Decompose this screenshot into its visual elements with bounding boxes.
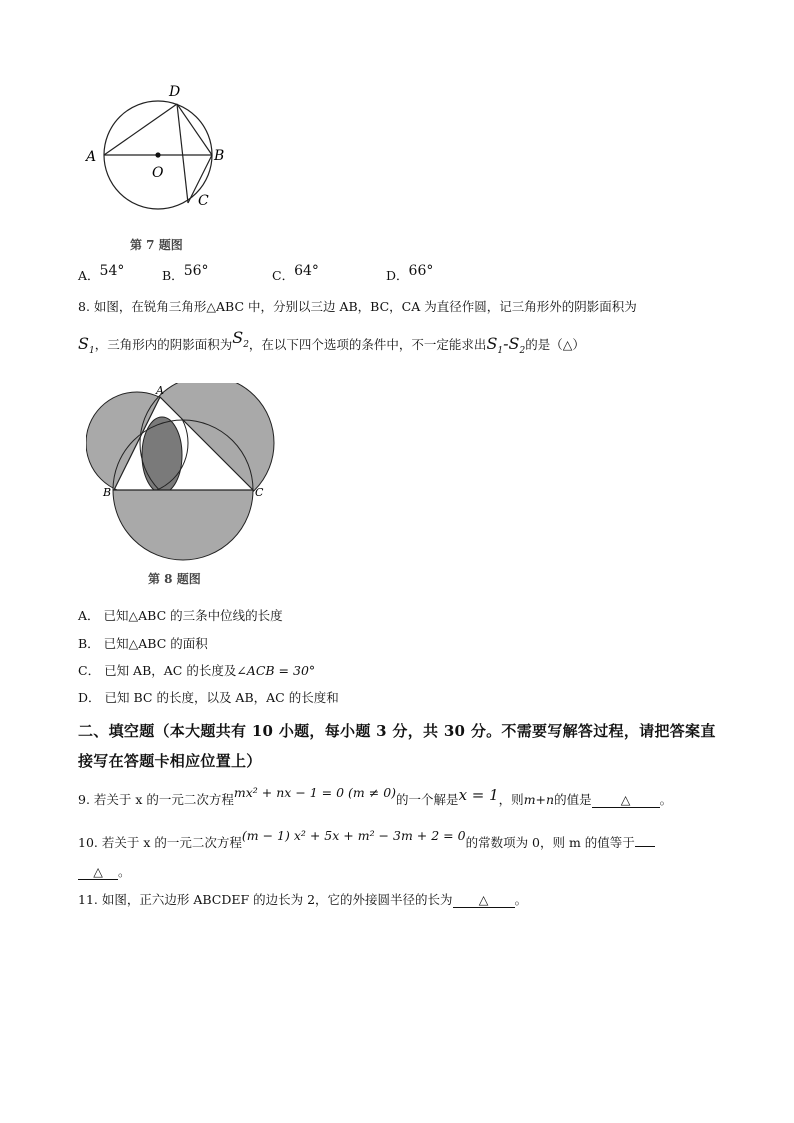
q8-line2c: 的是（△） <box>525 337 585 352</box>
q7-figure-caption: 第 7 题图 <box>130 238 183 252</box>
q7-center-point <box>155 152 160 157</box>
q8-figure-caption: 第 8 题图 <box>148 572 201 586</box>
q7-chord-dc <box>177 104 188 203</box>
q8-option-b: B． 已知△ABC 的面积 <box>78 636 208 651</box>
q8-s2: $S_2$ <box>232 328 249 351</box>
q8-option-c: C． 已知 AB，AC 的长度及∠ACB = 30° <box>78 663 316 678</box>
q10-line2: △ 。 <box>78 866 131 880</box>
q8-s1: $S_1$ <box>78 334 95 357</box>
q8-line2b: ，在以下四个选项的条件中，不一定能求出 <box>248 337 487 352</box>
q10-equation: (m − 1) x² + 5x + m² − 3m + 2 = 0 <box>241 828 466 843</box>
q7-label-a: A <box>86 149 97 165</box>
q7-chord-ad <box>104 104 177 155</box>
section2-heading-line1: 二、填空题（本大题共有 10 小题，每小题 3 分，共 30 分。不需要写解答过程，请把答案直 <box>78 722 716 740</box>
q11: 11. 如图，正六边形 ABCDEF 的边长为 2，它的外接圆半径的长为 △ 。 <box>78 892 528 907</box>
q8-option-a: A． 已知△ABC 的三条中位线的长度 <box>78 608 283 623</box>
q8-label-b: B <box>103 486 112 499</box>
q9-solution: x = 1 <box>458 786 499 804</box>
section2-heading-line2: 接写在答题卡相应位置上） <box>78 752 262 770</box>
q7-option-d: D．66° <box>386 263 434 283</box>
q11-answer-blank[interactable]: △ <box>453 894 515 908</box>
q7-label-c: C <box>198 193 209 209</box>
q7-option-a: A．54° <box>78 263 125 283</box>
q10-line1: 10. 若关于 x 的一元二次方程(m − 1) x² + 5x + m² − 3m + 2 = 0的常数项为 0，则 m 的值等于 <box>78 837 655 850</box>
q8-inner-shade <box>142 417 182 493</box>
q7-figure <box>80 78 240 218</box>
q7-option-c: C．64° <box>272 263 319 283</box>
q9-equation: mx² + nx − 1 = 0 (m ≠ 0) <box>233 785 397 800</box>
q8-stem-line1: 8. 如图，在锐角三角形△ABC 中，分别以三边 AB，BC，CA 为直径作圆，记三角形外的阴影面积为 <box>78 299 637 314</box>
q8-stem-line2 <box>78 328 585 357</box>
q7-label-b: B <box>214 148 225 164</box>
q8-diff: $S_1-S_2$ <box>486 334 526 357</box>
q8-line2a: ，三角形内的阴影面积为 <box>94 337 233 352</box>
q8-label-a: A <box>156 384 164 397</box>
q7-label-o: O <box>152 165 164 181</box>
q9-answer-blank[interactable]: △ <box>592 794 660 808</box>
q7-option-b: B．56° <box>162 263 209 283</box>
q9: 9. 若关于 x 的一元二次方程mx² + nx − 1 = 0 (m ≠ 0)的一个解是x = 1，则m+n的值是 △ 。 <box>78 785 673 807</box>
q7-label-d: D <box>169 84 181 100</box>
q10-answer-blank[interactable]: △ <box>78 866 118 880</box>
q8-figure <box>86 383 286 563</box>
q8-label-c: C <box>255 486 264 499</box>
q10-answer-blank-start[interactable] <box>635 846 655 847</box>
q8-option-d: D． 已知 BC 的长度，以及 AB，AC 的长度和 <box>78 690 339 705</box>
